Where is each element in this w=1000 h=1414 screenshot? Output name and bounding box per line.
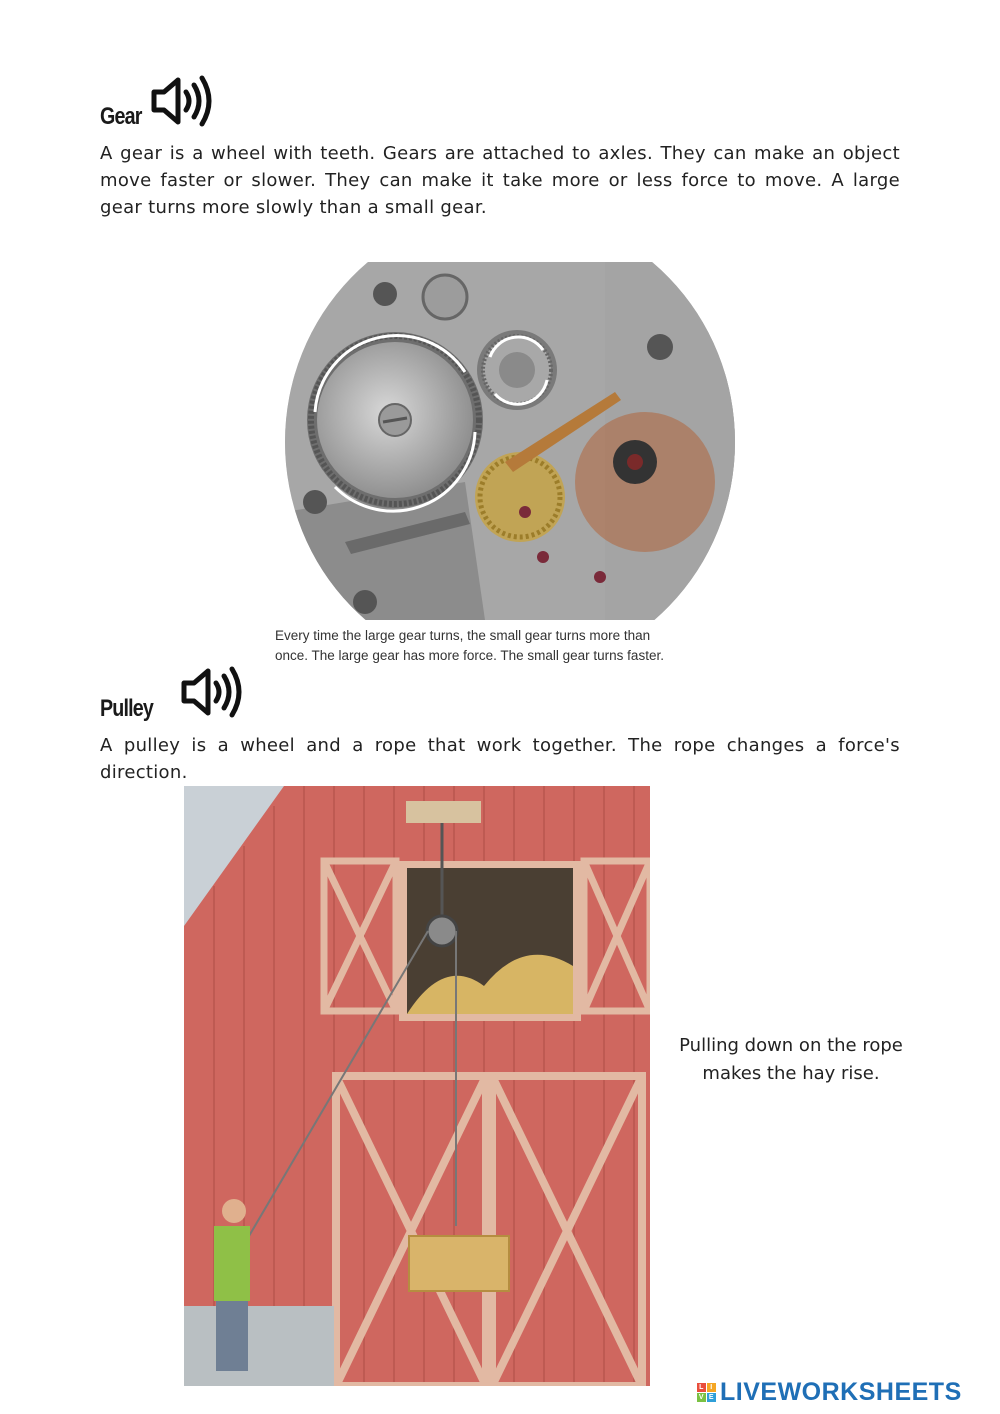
gear-caption-line-1: Every time the large gear turns, the small gear turns more than bbox=[275, 628, 651, 643]
pulley-illustration bbox=[184, 786, 650, 1386]
pulley-heading: Pulley bbox=[100, 695, 154, 722]
brand-logo-icon: L I V E bbox=[698, 1384, 715, 1401]
gear-caption-line-2: once. The large gear has more force. The small gear turns faster. bbox=[275, 648, 664, 663]
gear-speaker-icon[interactable] bbox=[150, 72, 216, 130]
gear-caption bbox=[275, 626, 755, 666]
pulley-note-line-1: Pulling down on the rope bbox=[679, 1035, 903, 1056]
gear-illustration bbox=[285, 262, 735, 620]
pulley-speaker-icon[interactable] bbox=[180, 663, 246, 721]
pulley-note-line-2: makes the hay rise. bbox=[702, 1063, 880, 1084]
brand-name: LIVEWORKSHEETS bbox=[720, 1378, 962, 1406]
brand[interactable] bbox=[697, 1378, 962, 1407]
pulley-description: A pulley is a wheel and a rope that work together. The rope changes a force's direction. bbox=[100, 735, 900, 783]
pulley-note bbox=[660, 1032, 922, 1088]
gear-heading: Gear bbox=[100, 103, 142, 130]
gear-description: A gear is a wheel with teeth. Gears are attached to axles. They can make an object move faster or slower. They can make it take more or less force to move. A large gear turns more slowly than a small gear. bbox=[100, 143, 900, 218]
